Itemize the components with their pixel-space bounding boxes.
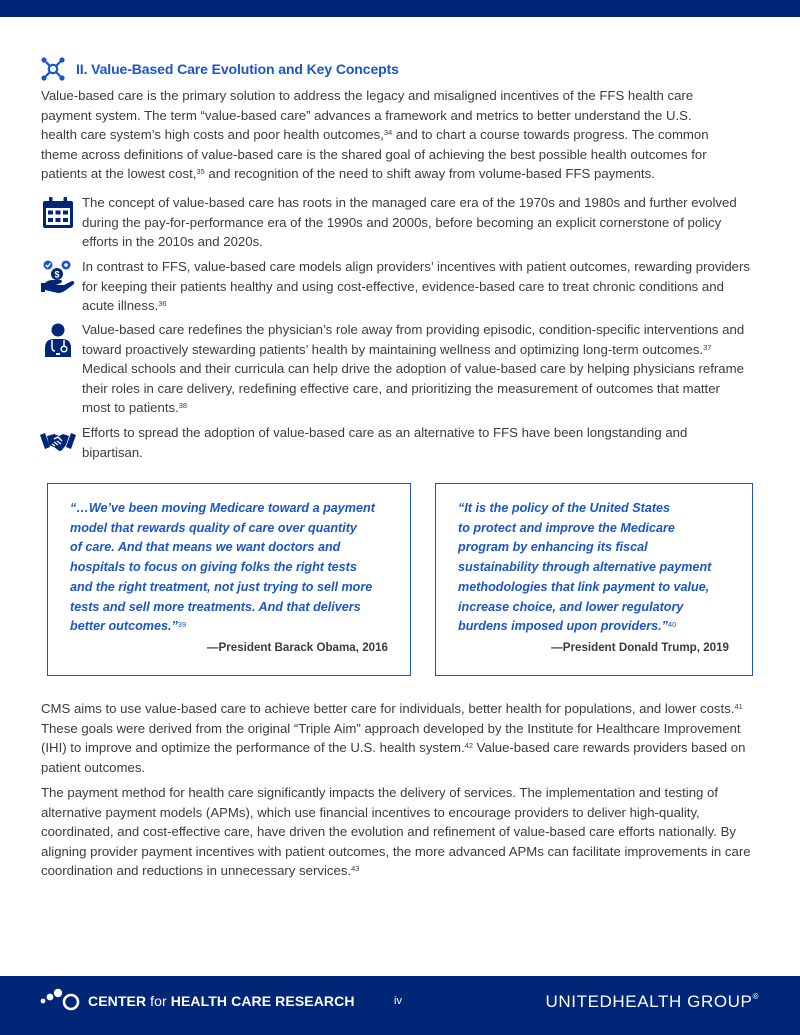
quote-attribution-trump: —President Donald Trump, 2019 xyxy=(551,641,729,654)
svg-text:$: $ xyxy=(54,269,60,280)
bullet-item xyxy=(40,257,752,316)
intro-line: patients at the lowest cost,$^{35}$ and recognition of the need to shift away from volume-based FFS payments. xyxy=(41,166,655,182)
footnote-ref[interactable]: 37 xyxy=(703,342,712,352)
bullet-item xyxy=(40,193,752,252)
center-logo xyxy=(40,988,355,1014)
payment-paragraph: The payment method for health care significantly impacts the delivery of services. The implementation and testing of alternative payment models (APMs), which use financial incentives to encourage providers to deliver high-quality, coordinated, and cost-effective care, have driven the evolution and refinement of value-based care efforts nationally. By aligning provider payment incentives with patient outcomes, the more advanced APMs can facilitate improvements in care coordination and reductions in unnecessary services.$^{43}$ xyxy=(41,785,751,879)
intro-paragraph xyxy=(41,86,751,184)
quote-text-obama: “…We’ve been moving Medicare toward a payment model that rewards quality of care over quantity of care. And that means we want doctors and hospitals to focus on giving folks the right tests and the right treatment, not just trying to sell more tests and sell more treatments. And that delivers better outcomes.”$^{39}$ xyxy=(70,501,375,634)
intro-line: health care system’s high costs and poor health outcomes,$^{34}$ and to chart a course towards progress. The common xyxy=(41,127,709,143)
footnote-ref[interactable]: 43 xyxy=(351,864,360,874)
footnote-ref[interactable]: 41 xyxy=(734,702,743,711)
dots-logo-icon xyxy=(40,988,82,1014)
quote-text-trump: “It is the policy of the United States to protect and improve the Medicare program by enhancing its fiscal sustainability through alternative payment methodologies that link payment to value, increase choice, and lower regulatory burdens imposed upon providers.”$^{40}$ xyxy=(458,501,712,634)
intro-line: Value-based care is the primary solution to address the legacy and misaligned incentives of the FFS health care xyxy=(41,88,694,103)
payment-hand-icon xyxy=(40,259,76,295)
brand-logo: UNITEDHEALTH GROUP® xyxy=(545,992,759,1011)
center-name: CENTER for HEALTH CARE RESEARCH xyxy=(88,993,355,1009)
footnote-ref[interactable]: 39 xyxy=(177,620,187,630)
footnote-ref[interactable]: 35 xyxy=(196,167,205,177)
handshake-icon xyxy=(40,425,76,461)
cms-paragraph: CMS aims to use value-based care to achieve better care for individuals, better health for populations, and lower costs.$^{41}$ These goals were derived from the original “Triple Aim” approach developed by the Institute for Healthcare Improvement (IHI) to improve and optimize the performance of the U.S. health system.$^{42}$ Value-based care rewards providers based on patient outcomes. xyxy=(41,701,746,775)
bullet-text: Efforts to spread the adoption of value-based care as an alternative to FFS have been longstanding and bipartisan. xyxy=(82,425,688,460)
top-banner xyxy=(0,0,800,17)
bullet-item xyxy=(40,320,752,418)
intro-line: theme across definitions of value-based care is the shared goal of achieving the best possible health outcomes for xyxy=(41,146,707,162)
bullet-text: The concept of value-based care has roots in the managed care era of the 1970s and 1980s and further evolved during the pay-for-performance era of the 1990s and 2000s, before becoming an explicit cornerstone of policy efforts in the 2010s and 2020s. xyxy=(82,195,737,250)
footnote-ref[interactable]: 34 xyxy=(383,128,393,138)
intro-line: payment system. The term “value-based care” advances a framework and metrics to better understand the U.S. xyxy=(41,107,692,123)
bullet-text: In contrast to FFS, value-based care models align providers’ incentives with patient outcomes, rewarding providers for keeping their patients healthy and using cost-effective, evidence-based care to treat chronic conditions and acute illness.$^{36}$ xyxy=(82,259,750,314)
network-icon xyxy=(40,56,66,82)
section-heading xyxy=(40,56,399,82)
physician-icon xyxy=(40,322,76,358)
footnote-ref[interactable]: 36 xyxy=(158,299,167,309)
bullet-text: Value-based care redefines the physician’s role away from providing episodic, condition-specific interventions and toward proactively stewarding patients’ health by maintaining wellness and optimizing long-term outcomes.$^{37}$ Medical schools and their curricula can help drive the adoption of value-based care by helping physicians reframe their roles in care delivery, redefining effective care, and prioritizing the measurement of outcomes that matter most to patients.$^{38}$ xyxy=(82,322,745,416)
bullet-item xyxy=(40,423,752,462)
section-title: II. Value-Based Care Evolution and Key Concepts xyxy=(76,61,399,77)
page-number: iv xyxy=(394,995,402,1007)
quote-attribution-obama: —President Barack Obama, 2016 xyxy=(206,641,388,654)
calendar-icon xyxy=(40,195,76,231)
footnote-ref[interactable]: 38 xyxy=(178,401,188,411)
footnote-ref[interactable]: 42 xyxy=(464,741,473,751)
page-footer xyxy=(0,976,800,1035)
footnote-ref[interactable]: 40 xyxy=(667,620,677,630)
